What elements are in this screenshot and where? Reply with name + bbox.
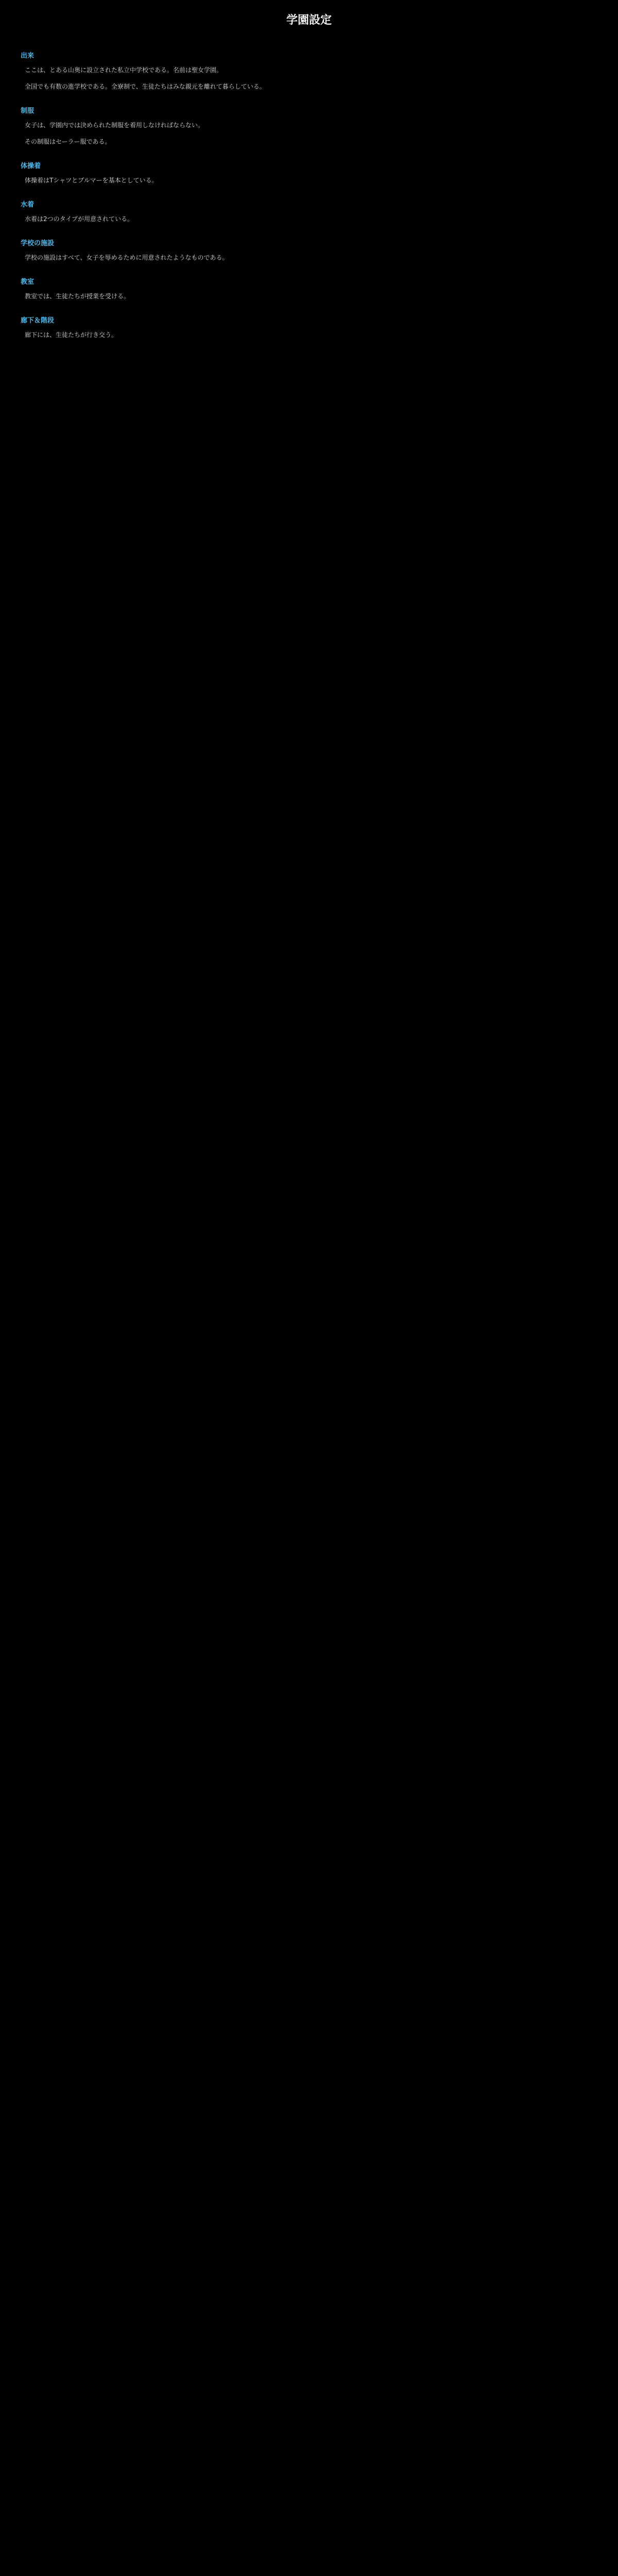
section-body [21,120,597,147]
section-facilities [21,238,597,263]
section-body [21,175,597,185]
page-title: 学園設定 [286,14,332,27]
section-hallway-stairs [21,315,597,340]
section-heading: 教室 [21,278,35,286]
paragraph: 水着は2つのタイプが用意されている。 [25,215,134,223]
section-body [21,291,597,301]
section-heading: 学校の施設 [21,240,55,247]
section-heading: 体操着 [21,162,41,170]
section-body [21,330,597,340]
section-heading: 制服 [21,107,35,115]
section-heading: 出来 [21,52,35,60]
paragraph: ここは、とある山奥に設立された私立中学校である。名前は聖女学園。 [25,66,223,74]
paragraph: 学校の施設はすべて、女子を辱めるために用意されたようなものである。 [25,254,229,261]
section-body [21,214,597,224]
paragraph: 女子は、学園内では決められた制服を着用しなければならない。 [25,122,204,129]
section-classroom [21,276,597,301]
section-heading: 廊下＆階段 [21,317,55,325]
paragraph: 廊下には、生徒たちが行き交う。 [25,331,118,338]
section-body [21,252,597,263]
section-body [21,65,597,92]
section-heading: 水着 [21,201,35,209]
section-uniform [21,105,597,147]
paragraph: その制服はセーラー服である。 [25,138,111,145]
paragraph: 体操着はTシャツとブルマーを基本としている。 [25,177,158,184]
section-gym-clothes [21,160,597,185]
paragraph: 全国でも有数の進学校である。全寮制で、生徒たちはみな親元を離れて暮らしている。 [25,83,266,90]
section-swimsuit [21,199,597,224]
paragraph: 教室では、生徒たちが授業を受ける。 [25,293,130,300]
section-intro [21,50,597,92]
